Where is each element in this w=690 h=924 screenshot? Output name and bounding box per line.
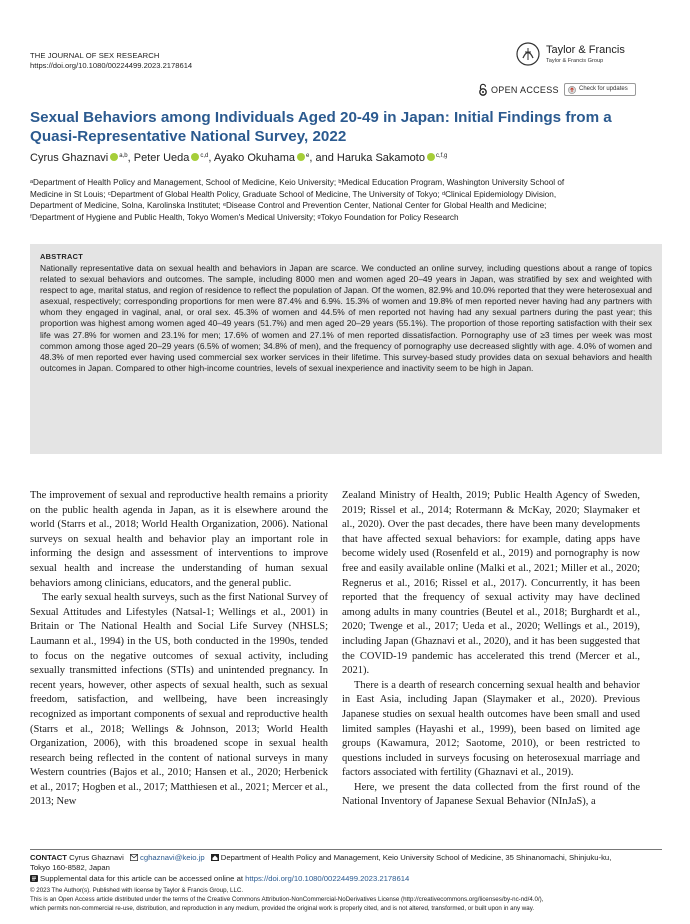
license-line: This is an Open Access article distributed under the terms of the Creative Commons Attribution-NonCommercial-NoDerivatives License (http://creativecommons.org/licenses/by-nc-nd/4.0/), — [30, 896, 544, 903]
abstract-box — [30, 244, 662, 454]
open-access-lock-icon — [478, 83, 488, 96]
email-icon — [130, 854, 138, 861]
body-paragraph: Here, we present the data collected from the first round of the National Inventory of Japanese Sexual Behavior (NInJaS), a — [342, 781, 640, 808]
contact-address: Department of Health Policy and Management, Keio University School of Medicine, 35 Shinanomachi, Shinjuku-ku, — [220, 853, 612, 862]
affiliations — [30, 177, 662, 223]
affiliation-line: Medicine in St Louis; ᶜDepartment of Global Health Policy, Graduate School of Medicine, The University of Tokyo; ᵈClinical Epidemiology Division, — [30, 189, 557, 199]
author-affiliation-sup: c,d — [200, 153, 209, 159]
body-paragraph: The early sexual health surveys, such as the first National Survey of Sexual Attitudes and Lifestyles (Natsal-1; Wellings et al., 2001) in Britain or The National Health and Social Life Survey (NHSLS; Laumann et al., 1994) in the US, both conducted in the 1990s, tended to focus on the negative outcomes of sexual activity, including sexually transmitted infections (STIs) and unintended pregnancy. In recent years, however, other aspects of sexual health, such as sexual freedom, satisfaction, and wellbeing, have been increasingly recognized as important components of sexual and reproductive health (Starrs et al., 2018; Wellings & Johnson, 2013; World Health Organization, 2006), with this broadened scope in sexual health research being reflected in the content of national surveys in many Western countries (Bajos et al., 2010; Hansen et al., 2020; Herbenick et al., 2017; Hogben et al., 2017; Matthiesen et al., 2021; Mercer et al., 2013; New — [30, 592, 328, 808]
supplemental-text: Supplemental data for this article can be accessed online at — [40, 873, 243, 883]
body-paragraph: The improvement of sexual and reproductive health remains a priority on the public health agenda in Japan, as it is elsewhere around the world (Starrs et al., 2018; World Health Organization, 2006). National surveys on sexual health and behavior play an important role in informing the design and assessment of interventions to improve sexual health and increase the understanding of human sexual behaviors among clinicians, educators, and the general public. — [30, 490, 328, 589]
address-icon — [211, 854, 219, 861]
orcid-icon[interactable] — [297, 153, 305, 161]
orcid-icon[interactable] — [110, 153, 118, 161]
contact-name: Cyrus Ghaznavi — [69, 853, 124, 862]
doi-link[interactable]: https://doi.org/10.1080/00224499.2023.2178614 — [30, 61, 193, 70]
author-separator: , — [208, 152, 214, 164]
footer-divider — [30, 849, 662, 850]
journal-name: THE JOURNAL OF SEX RESEARCH — [30, 51, 160, 60]
body-column-right — [342, 489, 640, 810]
body-column-left — [30, 489, 328, 810]
abstract-text: Nationally representative data on sexual health and behaviors in Japan are scarce. We conducted an online survey, including questions about a range of topics related to sexual behaviors and outcomes. The sample, including 8000 men and women aged 20–49 years in Japan, was stratified by sex and weighted with respect to age, marital status, and region of residence to reflect the population of Japan. Of the women, 82.9% and 10.0% reported that they were heterosexual and asexual, respectively; corresponding proportions for men were 87.4% and 6.9%. 15.3% of women and 19.8% of men reported never having had any partners with whom they engaged in vaginal, anal, or oral sex. 45.3% of women and 44.5% of men reported not having had any sexual partners during the past year; this proportion was highest among women aged 40–49 years (51.7%) and men aged 20–29 years (55.1%). The proportion of those reporting satisfaction with their sex life was 27.8% for women and 23.1% for men; 17.6% of women and 27.1% of men reported dissatisfaction. Pornography use of ≥3 times per week was most common among those aged 20–29 years (6.5% of women; 34.8% of men), and the frequency of pornography use decreased slightly with age. 4.0% of women and 48.3% of men reported ever having used commercial sex worker services in their lifetime. This survey-based study provides data on sexual behaviors and health outcomes in Japan. Compared to other high-income countries, levels of sexual inexperience and inactivity seem to be high in Japan. — [40, 263, 652, 373]
author-name: Cyrus Ghaznavi — [30, 152, 109, 164]
affiliation-line: ᶠDepartment of Hygiene and Public Health, Tokyo Women's Medical University; ᵍTokyo Foundation for Policy Research — [30, 212, 459, 222]
affiliation-line: Department of Medicine, Solna, Karolinska Institutet; ᵉDisease Control and Prevention Center, National Center for Global Health and Medicine; — [30, 201, 547, 211]
orcid-icon[interactable] — [427, 153, 435, 161]
contact-address-line-2: Tokyo 160-8582, Japan — [30, 863, 110, 873]
affiliation-line: ᵃDepartment of Health Policy and Management, School of Medicine, Keio University; ᵇMedical Education Program, Washington University School of — [30, 178, 565, 187]
check-updates-label: Check for updates — [579, 86, 628, 92]
author-list — [30, 152, 447, 164]
author-separator: , and — [309, 152, 337, 164]
taylor-francis-logo-icon — [516, 42, 540, 66]
copyright-line: © 2023 The Author(s). Published with license by Taylor & Francis Group, LLC. — [30, 887, 244, 894]
author-affiliation-sup: e — [306, 153, 310, 159]
author-affiliation-sup: a,b — [119, 153, 128, 159]
abstract-heading: ABSTRACT — [40, 252, 84, 261]
author-separator: , — [127, 152, 134, 164]
author-affiliation-sup: c,f,g — [435, 153, 448, 159]
publisher-name: Taylor & Francis — [546, 44, 625, 56]
supplemental-link[interactable]: https://doi.org/10.1080/00224499.2023.2178614 — [245, 873, 410, 883]
contact-block — [30, 853, 662, 884]
open-access-label: OPEN ACCESS — [491, 85, 559, 95]
body-paragraph: Zealand Ministry of Health, 2019; Public Health Agency of Sweden, 2019; Rissel et al., 2014; Rotermann & McKay, 2020; Slaymaker et al., 2020). Over the past decades, there have been many developments that have affected sexual behaviors: for example, dating apps have become widely used (Rosenfeld et al., 2019) and pornography is now free and easily available online (Malki et al., 2021; Miller et al., 2020; Regnerus et al., 2016; Rissel et al., 2017). Concurrently, it has been reported that the frequency of sexual activity may have declined among adults in many countries (Beutel et al., 2018; Burghardt et al., 2020; Twenge et al., 2017; Ueda et al., 2020; Wellings et al., 2019), including Japan (Ghaznavi et al., 2020), and it has been suggested that the COVID-19 pandemic has accelerated this trend (Mercer et al., 2021). — [342, 490, 640, 677]
author-name: Haruka Sakamoto — [336, 152, 425, 164]
copyright-notice — [30, 886, 662, 913]
author-name: Peter Ueda — [133, 152, 190, 164]
contact-email-link[interactable]: cghaznavi@keio.jp — [139, 853, 205, 862]
article-title: Sexual Behaviors among Individuals Aged 20-49 in Japan: Initial Findings from a Quasi-Representative National Survey, 2022 — [30, 109, 612, 145]
check-updates-icon — [568, 86, 576, 94]
orcid-icon[interactable] — [191, 153, 199, 161]
supplemental-data-icon — [30, 875, 38, 882]
publisher-group: Taylor & Francis Group — [546, 58, 604, 64]
license-line: which permits non-commercial re-use, distribution, and reproduction in any medium, provided the original work is properly cited, and is not altered, transformed, or built upon in any way. — [30, 905, 535, 912]
contact-label: CONTACT — [30, 853, 68, 862]
check-for-updates-button[interactable] — [564, 83, 636, 96]
author-name: Ayako Okuhama — [213, 152, 296, 164]
body-paragraph: There is a dearth of research concerning sexual health and behavior in East Asia, including Japan (Slaymaker et al., 2020). Previous Japanese studies on sexual health outcomes have been small and used limited samples (Hayashi et al., 1999), been based on limited age groups (Kawamura, 2012; Saotome, 2010), or been restricted to questions included in surveys focusing on heterosexual marriage and factors associated with fertility (Ghaznavi et al., 2019). — [342, 679, 640, 779]
